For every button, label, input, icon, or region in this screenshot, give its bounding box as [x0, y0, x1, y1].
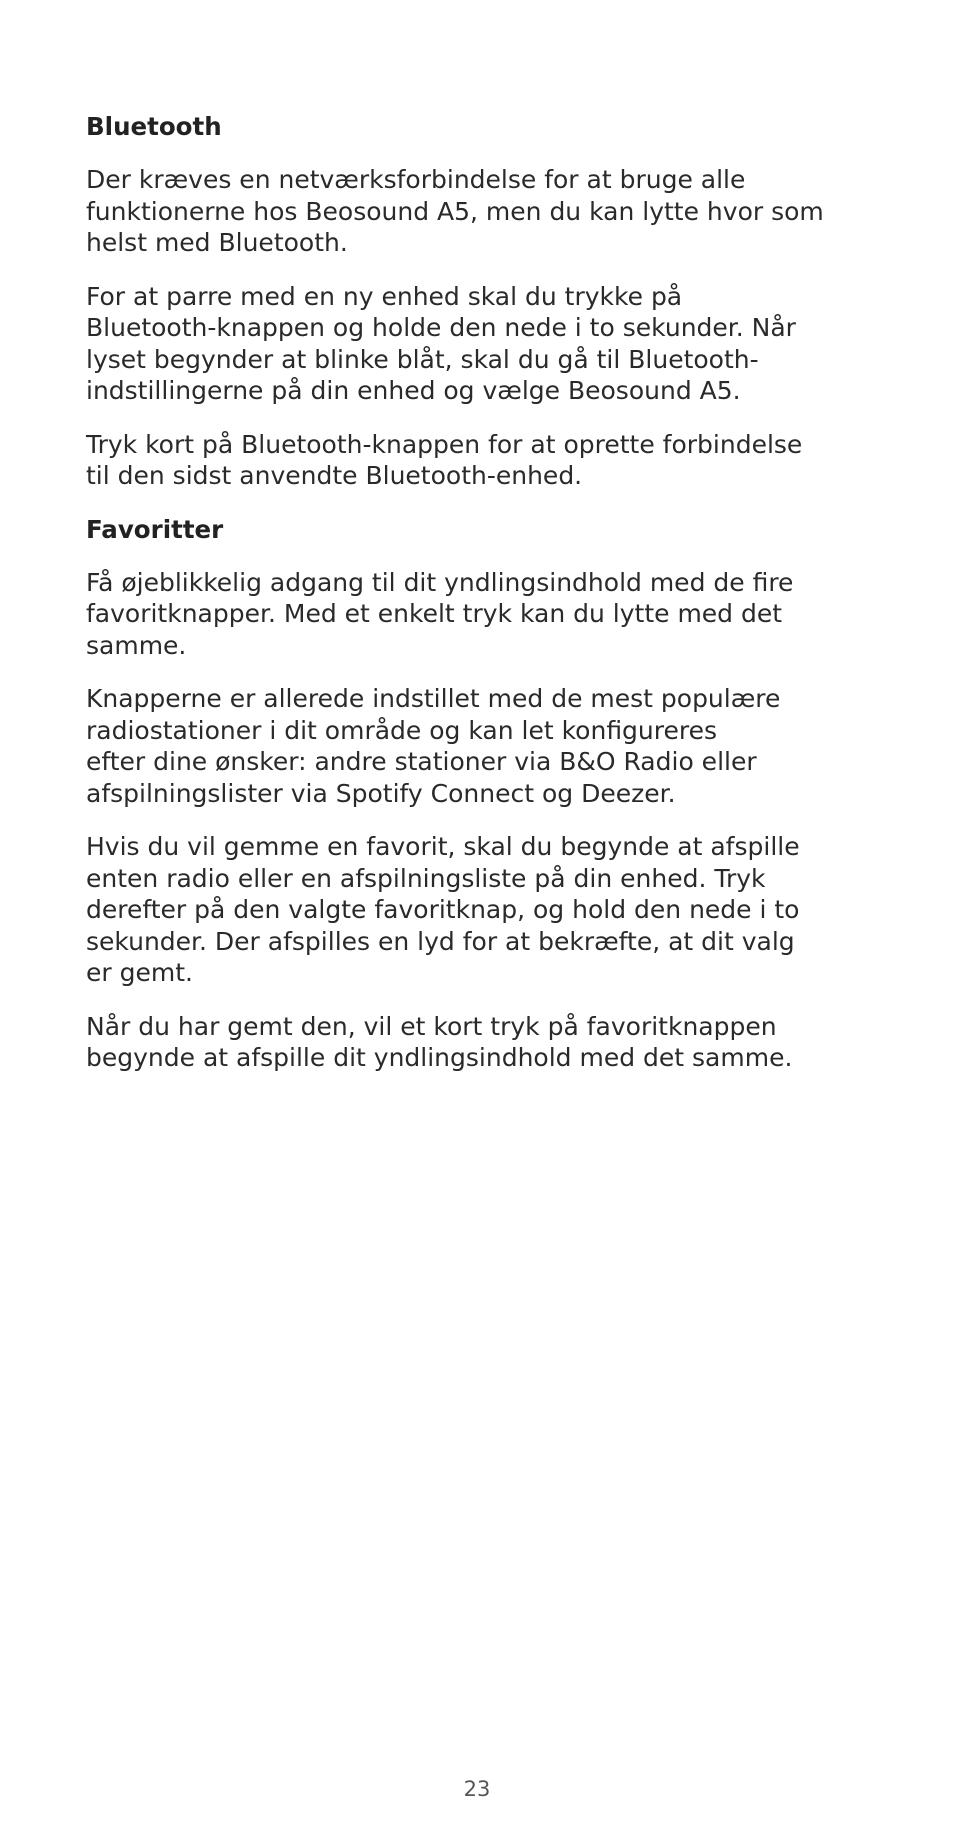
paragraph: Knapperne er allerede indstillet med de mest populære radiostationer i dit område og kan let konfigureres efter dine ønsker: andre stationer via B&O Radio eller afspilningslister via Spotify Connect og Deezer.	[86, 684, 781, 808]
page-number: 23	[463, 1777, 491, 1801]
paragraph: For at parre med en ny enhed skal du trykke på Bluetooth-knappen og holde den nede i to sekunder. Når lyset begynder at blinke blåt, skal du gå til Bluetooth- indstillingerne på din enhed og vælge Beosound A5.	[86, 281, 796, 405]
document-body	[86, 111, 896, 1096]
paragraph: Hvis du vil gemme en favorit, skal du begynde at afspille enten radio eller en afspilningsliste på din enhed. Tryk derefter på den valgte favoritknap, og hold den nede i to sekunder. Der afspilles en lyd for at bekræfte, at dit valg er gemt.	[86, 832, 800, 987]
section-heading: Bluetooth	[86, 112, 222, 141]
paragraph: Når du har gemt den, vil et kort tryk på favoritknappen begynde at afspille dit yndlingsindhold med det samme.	[86, 1011, 793, 1072]
section-favoritter	[86, 514, 896, 1074]
paragraph: Få øjeblikkelig adgang til dit yndlingsindhold med de fire favoritknapper. Med et enkelt tryk kan du lytte med det samme.	[86, 567, 794, 660]
section-heading: Favoritter	[86, 514, 224, 544]
paragraph: Tryk kort på Bluetooth-knappen for at oprette forbindelse til den sidst anvendte Bluetooth-enhed.	[86, 429, 803, 490]
paragraph: Der kræves en netværksforbindelse for at bruge alle funktionerne hos Beosound A5, men du kan lytte hvor som helst med Bluetooth.	[86, 165, 824, 257]
section-bluetooth	[86, 111, 896, 492]
